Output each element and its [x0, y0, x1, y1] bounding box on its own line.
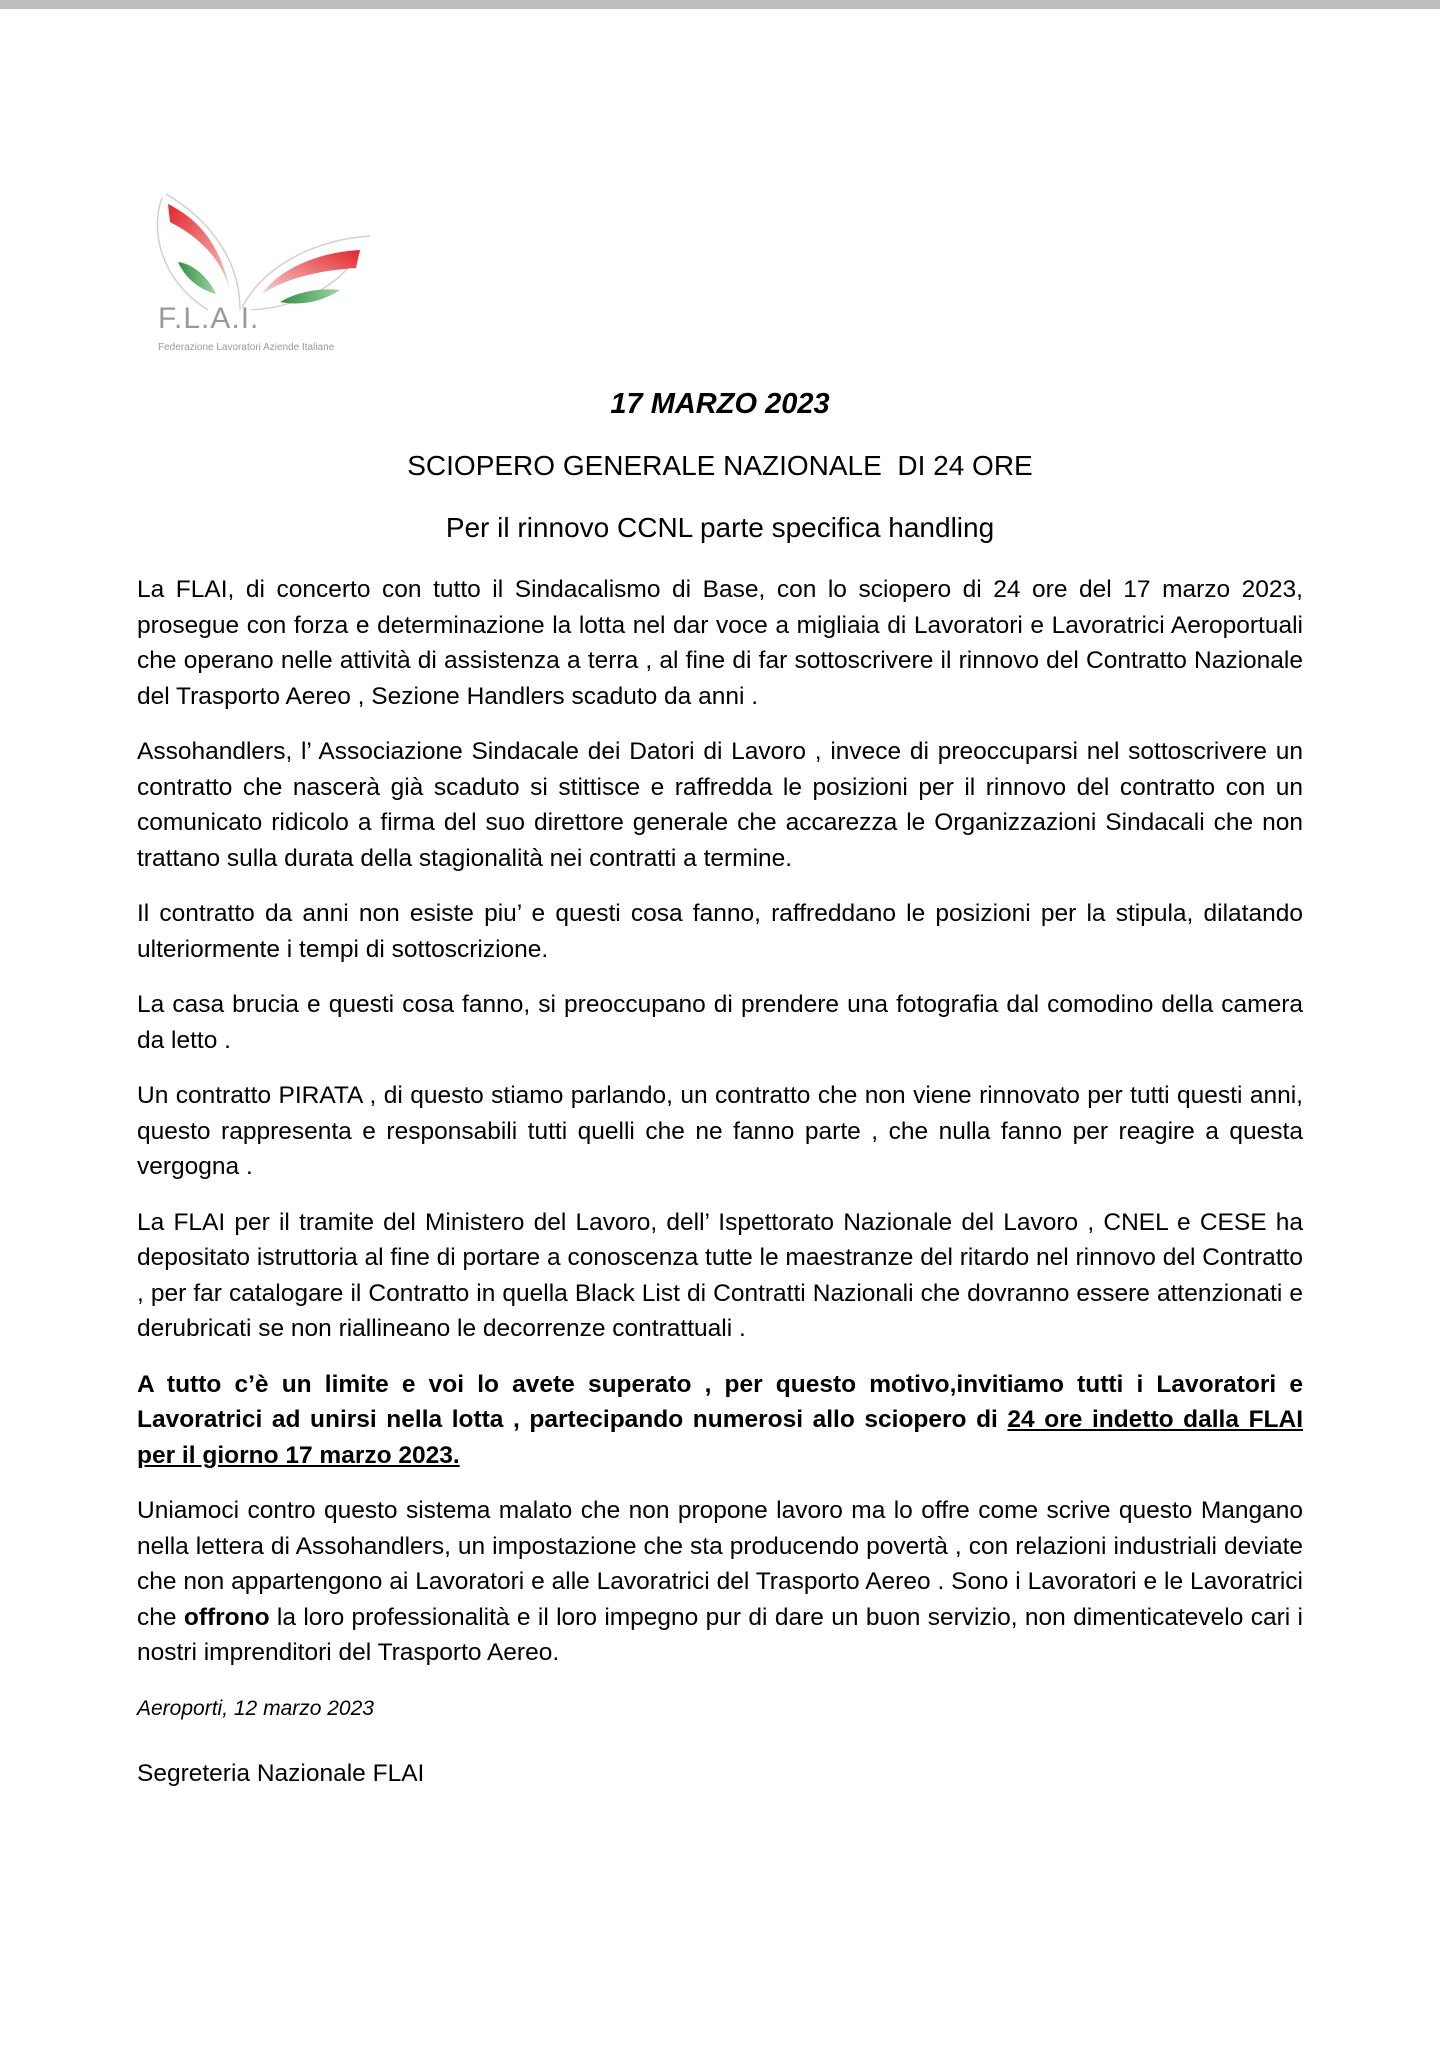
signature: Segreteria Nazionale FLAI [137, 1760, 425, 1787]
paragraph-call-to-action [137, 1367, 1303, 1474]
paragraph-8-start: Uniamoci contro questo sistema malato che non propone lavoro ma lo offre come scrive questo Mangano nella lettera di Assohandlers, un impostazione che sta producendo povertà , con relazioni industriali deviate che non appartengono ai Lavoratori e alle Lavoratrici del Trasporto Aereo . Sono i Lavoratori e le Lavoratrici che [137, 1497, 1303, 1631]
paragraph-8 [137, 1493, 1303, 1671]
document-body [137, 572, 1303, 1812]
call-to-action-text: A tutto c’è un limite e voi lo avete superato , per questo motivo,invitiamo tutti i Lavoratori e Lavoratrici ad unirsi nella lotta , partecipando numerosi allo sciopero di [137, 1370, 1303, 1433]
paragraph-1: La FLAI, di concerto con tutto il Sindacalismo di Base, con lo sciopero di 24 ore del 17 marzo 2023, prosegue con forza e determinazione la lotta nel dar voce a migliaia di Lavoratori e Lavoratrici Aeroportuali che operano nelle attività di assistenza a terra , al fine di far sottoscrivere il rinnovo del Contratto Nazionale del Trasporto Aereo , Sezione Handlers scaduto da anni . [137, 576, 1303, 710]
document-subtitle: Per il rinnovo CCNL parte specifica handling [445, 512, 995, 543]
flai-logo [150, 190, 380, 360]
document-date-heading: 17 MARZO 2023 [610, 388, 830, 420]
logo-subtitle: Federazione Lavoratori Aziende Italiane [158, 342, 335, 353]
paragraph-6: La FLAI per il tramite del Ministero del Lavoro, dell’ Ispettorato Nazionale del Lavoro , CNEL e CESE ha depositato istruttoria al fine di portare a conoscenza tutte le maestranze del ritardo nel rinnovo del Contratto , per far catalogare il Contratto in quella Black List di Contratti Nazionali che dovranno essere attenzionati e derubricati se non riallineano le decorrenze contrattuali . [137, 1208, 1303, 1342]
strike-date-underlined: 24 ore indetto dalla FLAI per il giorno 17 marzo 2023. [137, 1406, 1303, 1469]
paragraph-2: Assohandlers, l’ Associazione Sindacale dei Datori di Lavoro , invece di preoccuparsi nel sottoscrivere un contratto che nascerà già scaduto si stittisce e raffredda le posizioni per il rinnovo del contratto con un comunicato ridicolo a firma del suo direttore generale che accarezza le Organizzazioni Sindacali che non trattano sulla durata della stagionalità nei contratti a termine. [137, 738, 1303, 872]
paragraph-5: Un contratto PIRATA , di questo stiamo parlando, un contratto che non viene rinnovato per tutti questi anni, questo rappresenta e responsabili tutti quelli che ne fanno parte , che nulla fanno per reagire a questa vergogna . [137, 1082, 1303, 1180]
paragraph-3: Il contratto da anni non esiste piu’ e questi cosa fanno, raffreddano le posizioni per la stipula, dilatando ulteriormente i tempi di sottoscrizione. [137, 900, 1303, 963]
paragraph-8-end: la loro professionalità e il loro impegno pur di dare un buon servizio, non dimenticatevelo cari i nostri imprenditori del Trasporto Aereo. [137, 1603, 1303, 1666]
top-gray-bar [0, 0, 1440, 9]
butterfly-wings-icon [150, 190, 380, 310]
document-title: SCIOPERO GENERALE NAZIONALE DI 24 ORE [407, 450, 1033, 481]
logo-letters: F.L.A.I. [158, 302, 260, 335]
place-and-date: Aeroporti, 12 marzo 2023 [137, 1696, 374, 1720]
paragraph-4: La casa brucia e questi cosa fanno, si preoccupano di prendere una fotografia dal comodino della camera da letto . [137, 991, 1303, 1054]
offrono-bold: offrono [183, 1603, 270, 1631]
